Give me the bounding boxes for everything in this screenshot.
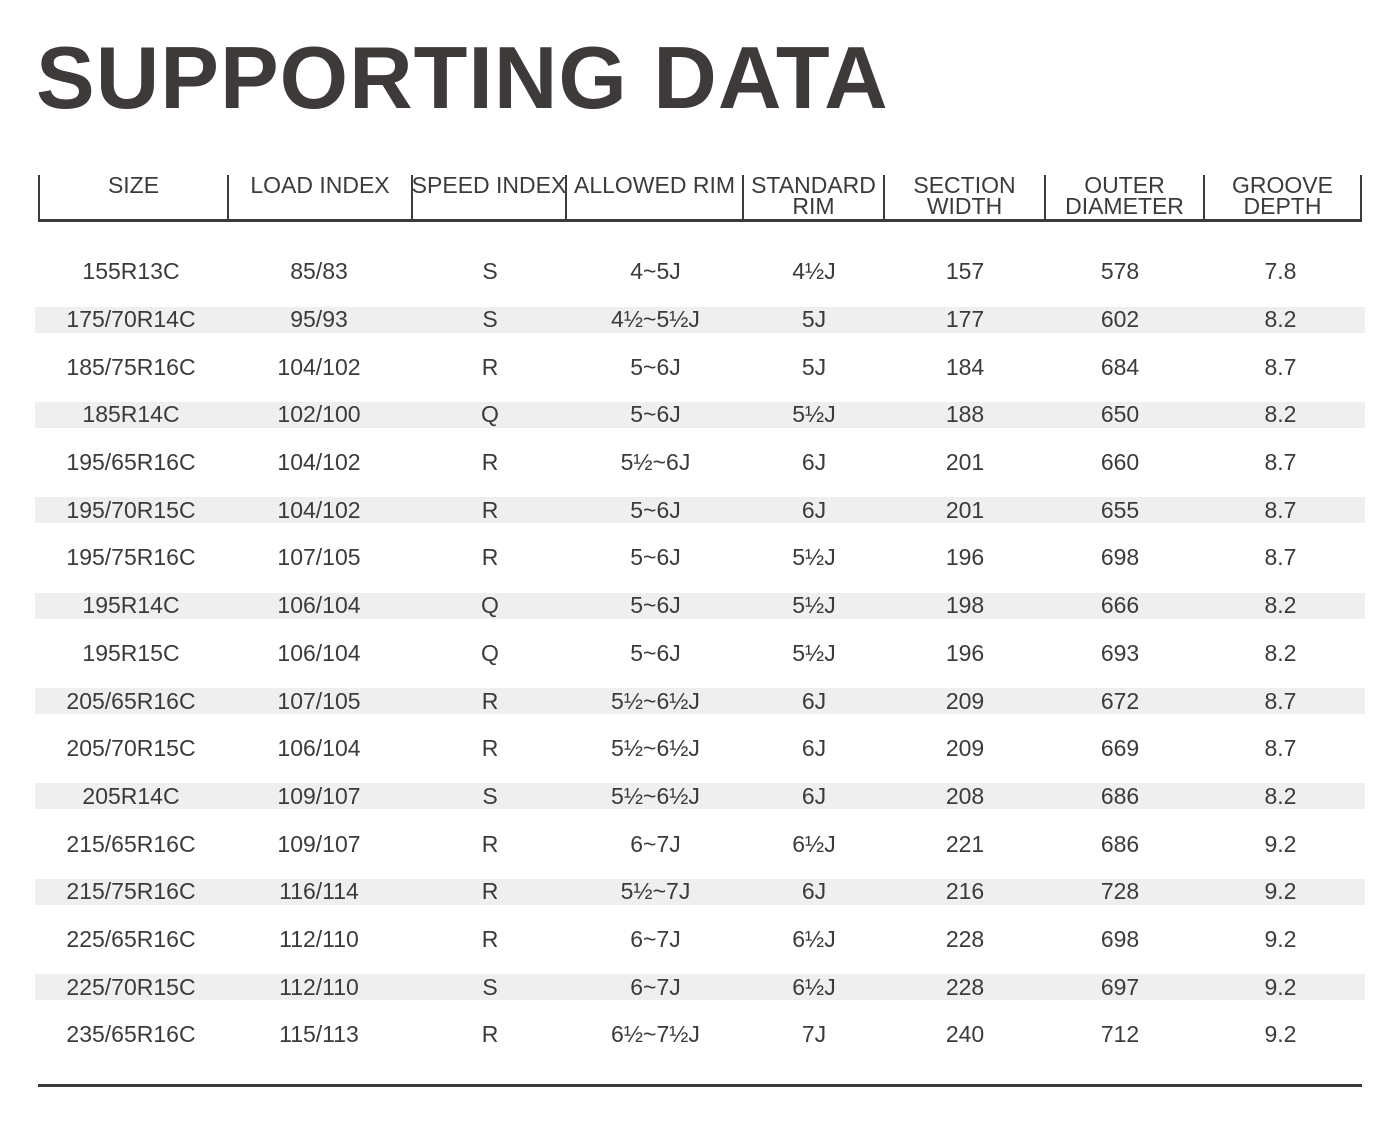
cell-speed-index: R	[481, 544, 499, 571]
cell-section-width: 221	[945, 830, 985, 857]
table-row-band	[35, 545, 1365, 571]
header-label: SECTION	[913, 172, 1016, 198]
cell-standard-rim: 6½J	[792, 973, 836, 1000]
cell-standard-rim: 5½J	[792, 639, 836, 666]
cell-allowed-rim: 6~7J	[630, 973, 681, 1000]
cell-size: 195/75R16C	[66, 544, 196, 571]
cell-size: 205/65R16C	[66, 687, 196, 714]
cell-standard-rim: 6J	[801, 496, 827, 523]
cell-outer-diameter: 686	[1100, 782, 1140, 809]
table-row-band	[35, 497, 1365, 523]
cell-load-index: 104/102	[277, 496, 361, 523]
table-body	[35, 248, 1365, 1059]
table-row	[35, 1011, 1365, 1059]
cell-allowed-rim: 4½~5½J	[611, 306, 700, 333]
header-speed-index	[411, 172, 567, 219]
cell-speed-index: R	[481, 449, 499, 476]
table-row-band	[35, 640, 1365, 666]
cell-section-width: 209	[945, 687, 985, 714]
header-load-index	[227, 172, 411, 219]
table-row-band	[35, 259, 1365, 285]
cell-allowed-rim: 5~6J	[630, 353, 681, 380]
cell-load-index: 107/105	[277, 544, 361, 571]
cell-section-width: 201	[945, 449, 985, 476]
cell-outer-diameter: 660	[1100, 449, 1140, 476]
cell-load-index: 116/114	[279, 878, 359, 905]
cell-allowed-rim: 5½~6½J	[611, 735, 700, 762]
cell-load-index: 109/107	[277, 782, 361, 809]
table-row	[35, 439, 1365, 487]
cell-speed-index: S	[482, 782, 498, 809]
cell-groove-depth: 8.2	[1264, 306, 1297, 333]
table-row-band	[35, 879, 1365, 905]
cell-speed-index: Q	[481, 401, 499, 428]
cell-speed-index: Q	[481, 592, 499, 619]
table-row	[35, 582, 1365, 630]
cell-section-width: 201	[945, 496, 985, 523]
cell-size: 175/70R14C	[66, 306, 196, 333]
header-label: RIM	[792, 193, 835, 219]
cell-section-width: 216	[945, 878, 985, 905]
cell-outer-diameter: 669	[1100, 735, 1140, 762]
cell-allowed-rim: 5½~6½J	[611, 687, 700, 714]
cell-outer-diameter: 712	[1100, 1021, 1140, 1048]
cell-groove-depth: 8.7	[1264, 544, 1297, 571]
cell-allowed-rim: 6~7J	[630, 830, 681, 857]
table-row	[35, 391, 1365, 439]
cell-groove-depth: 8.2	[1264, 639, 1297, 666]
table-row-band	[35, 783, 1365, 809]
cell-section-width: 228	[945, 973, 985, 1000]
cell-speed-index: Q	[481, 639, 499, 666]
cell-groove-depth: 8.7	[1264, 496, 1297, 523]
cell-section-width: 240	[945, 1021, 985, 1048]
cell-standard-rim: 6J	[801, 735, 827, 762]
table-row-band	[35, 974, 1365, 1000]
cell-groove-depth: 8.7	[1264, 687, 1297, 714]
cell-outer-diameter: 666	[1100, 592, 1140, 619]
cell-outer-diameter: 684	[1100, 353, 1140, 380]
cell-speed-index: R	[481, 353, 499, 380]
cell-load-index: 115/113	[279, 1021, 359, 1048]
cell-groove-depth: 9.2	[1264, 830, 1297, 857]
cell-section-width: 184	[945, 353, 985, 380]
cell-section-width: 196	[945, 544, 985, 571]
table-bottom-rule	[38, 1084, 1362, 1087]
cell-groove-depth: 9.2	[1264, 1021, 1297, 1048]
cell-load-index: 112/110	[279, 973, 359, 1000]
cell-section-width: 157	[945, 258, 985, 285]
table-row	[35, 630, 1365, 678]
table-row-band	[35, 831, 1365, 857]
cell-size: 185R14C	[82, 401, 180, 428]
table-row	[35, 677, 1365, 725]
cell-groove-depth: 9.2	[1264, 973, 1297, 1000]
table-row	[35, 248, 1365, 296]
cell-outer-diameter: 728	[1100, 878, 1140, 905]
table-row	[35, 963, 1365, 1011]
cell-section-width: 198	[945, 592, 985, 619]
page-title: SUPPORTING DATA	[36, 28, 889, 127]
header-label: GROOVE	[1232, 172, 1333, 198]
table-row-band	[35, 402, 1365, 428]
cell-outer-diameter: 698	[1100, 544, 1140, 571]
header-label: STANDARD	[751, 172, 876, 198]
cell-groove-depth: 9.2	[1264, 925, 1297, 952]
cell-speed-index: R	[481, 1021, 499, 1048]
cell-standard-rim: 6J	[801, 878, 827, 905]
cell-load-index: 104/102	[277, 353, 361, 380]
cell-outer-diameter: 697	[1100, 973, 1140, 1000]
cell-size: 215/75R16C	[66, 878, 196, 905]
cell-size: 205R14C	[82, 782, 180, 809]
cell-section-width: 228	[945, 925, 985, 952]
table-row	[35, 486, 1365, 534]
cell-standard-rim: 6½J	[792, 925, 836, 952]
cell-size: 235/65R16C	[66, 1021, 196, 1048]
cell-allowed-rim: 6½~7½J	[611, 1021, 700, 1048]
cell-outer-diameter: 693	[1100, 639, 1140, 666]
cell-load-index: 104/102	[277, 449, 361, 476]
cell-size: 185/75R16C	[66, 353, 196, 380]
cell-speed-index: R	[481, 925, 499, 952]
cell-load-index: 109/107	[277, 830, 361, 857]
table-row-band	[35, 688, 1365, 714]
cell-standard-rim: 7J	[801, 1021, 827, 1048]
cell-outer-diameter: 578	[1100, 258, 1140, 285]
cell-size: 225/70R15C	[66, 973, 196, 1000]
cell-load-index: 102/100	[277, 401, 361, 428]
table-row	[35, 916, 1365, 964]
table-row-band	[35, 1022, 1365, 1048]
cell-speed-index: R	[481, 687, 499, 714]
cell-load-index: 112/110	[279, 925, 359, 952]
table-row-band	[35, 307, 1365, 333]
cell-allowed-rim: 5½~7J	[620, 878, 691, 905]
cell-standard-rim: 5½J	[792, 544, 836, 571]
header-size	[38, 172, 227, 219]
table-row	[35, 773, 1365, 821]
header-label: DIAMETER	[1065, 193, 1184, 219]
header-outer-diameter	[1044, 172, 1203, 219]
table-row	[35, 343, 1365, 391]
cell-speed-index: S	[482, 973, 498, 1000]
header-label: SIZE	[107, 172, 160, 198]
header-label: OUTER	[1084, 172, 1165, 198]
cell-allowed-rim: 5½~6½J	[611, 782, 700, 809]
cell-allowed-rim: 6~7J	[630, 925, 681, 952]
cell-load-index: 85/83	[290, 258, 348, 285]
cell-allowed-rim: 4~5J	[630, 258, 681, 285]
cell-groove-depth: 7.8	[1264, 258, 1297, 285]
cell-speed-index: S	[482, 258, 498, 285]
table-row	[35, 534, 1365, 582]
table-row-band	[35, 926, 1365, 952]
cell-size: 195R14C	[82, 592, 180, 619]
cell-load-index: 106/104	[277, 592, 361, 619]
header-label: ALLOWED RIM	[573, 172, 736, 198]
header-label: DEPTH	[1243, 193, 1322, 219]
table-row	[35, 296, 1365, 344]
header-allowed-rim	[565, 172, 742, 219]
header-label: WIDTH	[926, 193, 1003, 219]
cell-size: 195R15C	[82, 639, 180, 666]
cell-size: 205/70R15C	[66, 735, 196, 762]
cell-standard-rim: 6½J	[792, 830, 836, 857]
cell-standard-rim: 6J	[801, 449, 827, 476]
cell-groove-depth: 8.2	[1264, 782, 1297, 809]
cell-section-width: 208	[945, 782, 985, 809]
table-row-band	[35, 736, 1365, 762]
cell-allowed-rim: 5~6J	[630, 592, 681, 619]
cell-section-width: 177	[945, 306, 985, 333]
cell-outer-diameter: 698	[1100, 925, 1140, 952]
table-row-band	[35, 593, 1365, 619]
table-row	[35, 868, 1365, 916]
cell-standard-rim: 4½J	[792, 258, 836, 285]
cell-standard-rim: 5½J	[792, 592, 836, 619]
cell-size: 155R13C	[82, 258, 180, 285]
cell-groove-depth: 8.2	[1264, 592, 1297, 619]
cell-groove-depth: 9.2	[1264, 878, 1297, 905]
cell-speed-index: S	[482, 306, 498, 333]
cell-standard-rim: 6J	[801, 687, 827, 714]
cell-groove-depth: 8.2	[1264, 401, 1297, 428]
cell-groove-depth: 8.7	[1264, 449, 1297, 476]
cell-allowed-rim: 5~6J	[630, 401, 681, 428]
header-groove-depth	[1203, 172, 1362, 219]
cell-section-width: 209	[945, 735, 985, 762]
cell-section-width: 196	[945, 639, 985, 666]
cell-allowed-rim: 5~6J	[630, 639, 681, 666]
table-row	[35, 725, 1365, 773]
cell-size: 215/65R16C	[66, 830, 196, 857]
cell-standard-rim: 5J	[801, 353, 827, 380]
cell-load-index: 95/93	[290, 306, 348, 333]
cell-outer-diameter: 602	[1100, 306, 1140, 333]
header-standard-rim	[742, 172, 883, 219]
cell-outer-diameter: 650	[1100, 401, 1140, 428]
cell-speed-index: R	[481, 735, 499, 762]
cell-groove-depth: 8.7	[1264, 353, 1297, 380]
table-header	[38, 172, 1362, 222]
table-row-band	[35, 354, 1365, 380]
cell-allowed-rim: 5~6J	[630, 544, 681, 571]
cell-load-index: 107/105	[277, 687, 361, 714]
cell-standard-rim: 5J	[801, 306, 827, 333]
cell-size: 195/65R16C	[66, 449, 196, 476]
cell-speed-index: R	[481, 830, 499, 857]
cell-outer-diameter: 686	[1100, 830, 1140, 857]
cell-load-index: 106/104	[277, 639, 361, 666]
cell-outer-diameter: 672	[1100, 687, 1140, 714]
header-label: LOAD INDEX	[250, 172, 390, 198]
cell-allowed-rim: 5½~6J	[620, 449, 691, 476]
cell-section-width: 188	[945, 401, 985, 428]
cell-allowed-rim: 5~6J	[630, 496, 681, 523]
cell-speed-index: R	[481, 878, 499, 905]
cell-size: 195/70R15C	[66, 496, 196, 523]
cell-standard-rim: 5½J	[792, 401, 836, 428]
header-label: SPEED INDEX	[411, 172, 567, 198]
cell-load-index: 106/104	[277, 735, 361, 762]
cell-size: 225/65R16C	[66, 925, 196, 952]
header-section-width	[883, 172, 1044, 219]
cell-outer-diameter: 655	[1100, 496, 1140, 523]
cell-standard-rim: 6J	[801, 782, 827, 809]
table-row-band	[35, 450, 1365, 476]
cell-speed-index: R	[481, 496, 499, 523]
table-row	[35, 820, 1365, 868]
cell-groove-depth: 8.7	[1264, 735, 1297, 762]
